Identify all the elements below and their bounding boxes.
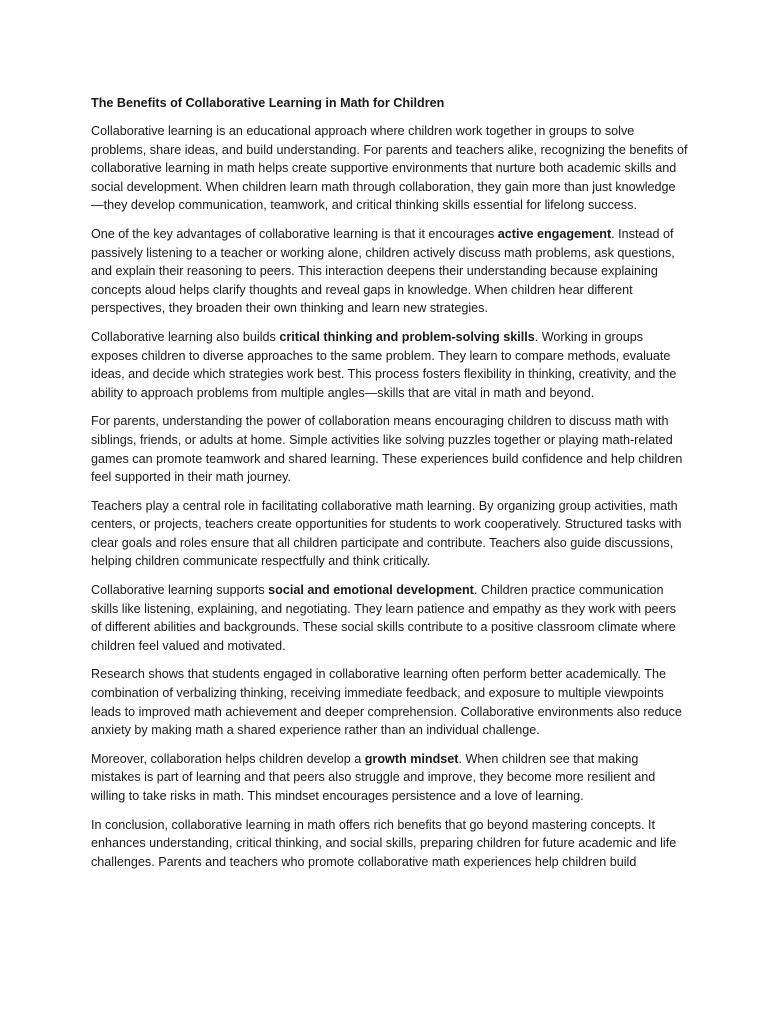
paragraph-critical-thinking [91, 328, 688, 402]
paragraph-parents: For parents, understanding the power of collaboration means encouraging children to discuss math with siblings, friends, or adults at home. Simple activities like solving puzzles together or playing math-related games can promote teamwork and shared learning. These experiences build confidence and help children feel supported in their math journey. [91, 414, 683, 485]
paragraph-growth-mindset [91, 750, 688, 806]
bold-phrase: active engagement [497, 226, 612, 241]
paragraph-research: Research shows that students engaged in collaborative learning often perform better academically. The combination of verbalizing thinking, receiving immediate feedback, and exposure to multiple viewpoints leads to improved math achievement and deeper comprehension. Collaborative environments also reduce anxiety by making math a shared experience rather than an individual challenge. [91, 667, 682, 738]
paragraph-text: . When children see that making mistakes is part of learning and that peers also struggle and improve, they become more resilient and willing to take risks in math. This mindset encourages persistence and a love of learning. [91, 751, 656, 803]
paragraph-text: Moreover, collaboration helps children develop a [91, 751, 365, 766]
paragraph-intro: Collaborative learning is an educational approach where children work together in groups to solve problems, share ideas, and build understanding. For parents and teachers alike, recognizing the benefits of collaborative learning in math helps create supportive environments that nurture both academic skills and social development. When children learn math through collaboration, they gain more than just knowledge—they develop communication, teamwork, and critical thinking skills essential for lifelong success. [91, 124, 688, 213]
paragraph-text: Collaborative learning supports [91, 583, 269, 598]
bold-phrase: growth mindset [364, 751, 459, 766]
paragraph-text: . Working in groups exposes children to diverse approaches to the same problem. They learn to compare methods, evaluate ideas, and decide which strategies work best. This process fosters flexibility in thinking, creativity, and the ability to approach problems from multiple angles—skills that are vital in math and beyond. [91, 329, 677, 400]
paragraph-teachers: Teachers play a central role in facilitating collaborative math learning. By organizing group activities, math centers, or projects, teachers create opportunities for students to work cooperatively. Structured tasks with clear goals and roles ensure that all children participate and contribute. Teachers also guide discussions, helping children communicate respectfully and think critically. [91, 498, 682, 569]
paragraph-social-emotional [91, 581, 688, 655]
paragraph-text: . Children practice communication skills like listening, explaining, and negotiating. They learn patience and empathy as they work with peers of different abilities and backgrounds. These social skills contribute to a positive classroom climate where children feel valued and motivated. [91, 583, 677, 653]
paragraph-text: . Instead of passively listening to a teacher or working alone, children actively discuss math problems, ask questions, and explain their reasoning to peers. This interaction deepens their understanding because explaining concepts aloud helps clarify thoughts and reveal gaps in knowledge. When children hear different perspectives, they broaden their own thinking and learn new strategies. [91, 226, 675, 316]
paragraph-conclusion: In conclusion, collaborative learning in math offers rich benefits that go beyond mastering concepts. It enhances understanding, critical thinking, and social skills, preparing children for future academic and life challenges. Parents and teachers who promote collaborative math experiences help children build [91, 817, 677, 869]
paragraph-text: One of the key advantages of collaborative learning is that it encourages [91, 226, 498, 241]
bold-phrase: critical thinking and problem-solving skills [279, 329, 535, 344]
paragraph-text: Collaborative learning also builds [91, 329, 280, 344]
bold-phrase: social and emotional development [268, 583, 474, 598]
paragraph-active-engagement [91, 225, 688, 318]
document-title: The Benefits of Collaborative Learning in Math for Children [91, 96, 445, 110]
